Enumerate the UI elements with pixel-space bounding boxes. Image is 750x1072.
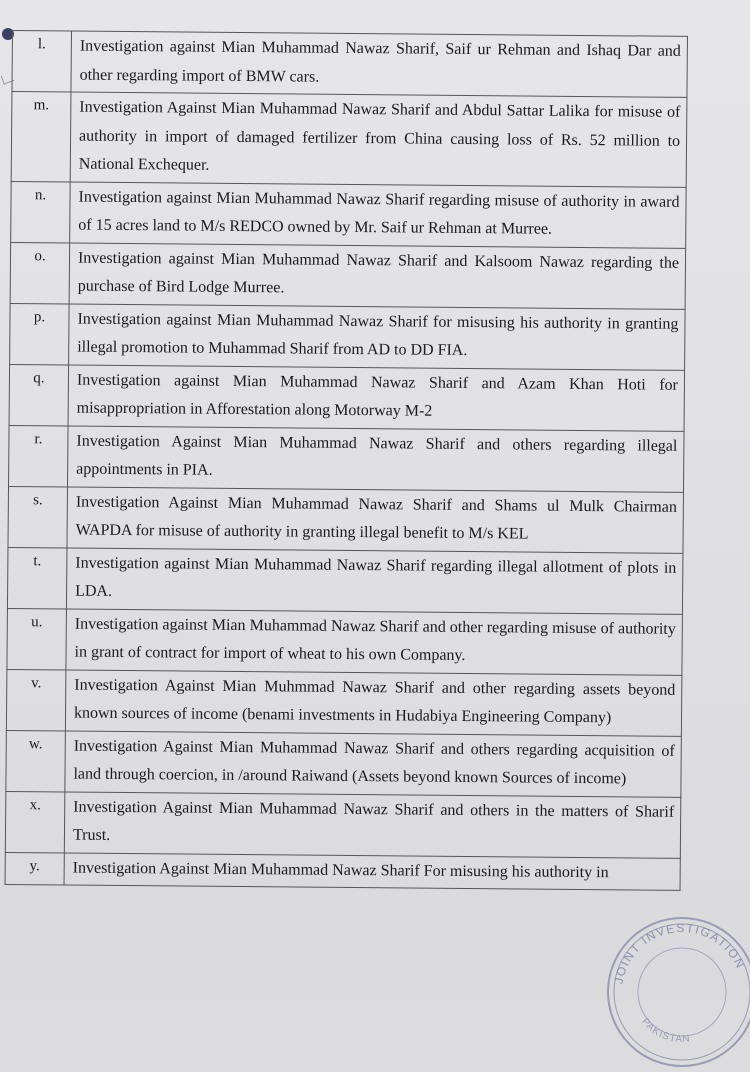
table-row <box>8 486 684 553</box>
item-description: Investigation against Mian Muhammad Nawaz Sharif regarding illegal allotment of plots in LDA. <box>66 547 683 613</box>
item-number: r. <box>9 425 69 487</box>
item-description: Investigation Against Mian Muhammad Nawaz Sharif and Abdul Sattar Lalika for misuse of authority in import of damaged fertilizer from China causing loss of Rs. 52 million to National Exchequer. <box>70 92 687 187</box>
item-description: Investigation Against Mian Muhammad Nawaz Sharif For misusing his authority in <box>64 852 680 890</box>
table-row <box>12 31 688 98</box>
table-row <box>7 547 683 614</box>
table-row <box>10 242 686 309</box>
table-row <box>6 730 682 797</box>
item-number: y. <box>5 852 64 885</box>
item-description: Investigation Against Mian Muhammad Nawaz Sharif and Shams ul Mulk Chairman WAPDA for misuse of authority in granting illegal benefit to M/s KEL <box>67 487 684 553</box>
jit-seal-stamp <box>602 912 750 1072</box>
item-description: Investigation Against Mian Muhammad Nawaz Sharif and others regarding illegal appointments in PIA. <box>68 426 685 492</box>
item-description: Investigation against Mian Muhammad Nawaz Sharif and Kalsoom Nawaz regarding the purchase of Bird Lodge Murree. <box>69 243 686 309</box>
item-description: Investigation against Mian Muhammad Nawaz Sharif and Azam Khan Hoti for misappropriation in Afforestation along Motorway M-2 <box>68 365 685 431</box>
table-row <box>10 303 686 370</box>
item-number: t. <box>7 547 67 609</box>
svg-text:JOINT INVESTIGATION <box>612 921 748 985</box>
table-row <box>9 364 685 431</box>
item-number: w. <box>6 730 66 792</box>
item-description: Investigation against Mian Muhammad Nawaz Sharif, Saif ur Rehman and Ishaq Dar and other regarding import of BMW cars. <box>71 31 688 97</box>
item-number: v. <box>6 669 66 731</box>
seal-text-top: JOINT INVESTIGATION <box>611 920 748 986</box>
item-description: Investigation against Mian Muhammad Nawaz Sharif and other regarding misuse of authority in grant of contract for import of wheat to his own Company. <box>66 608 683 674</box>
item-number: x. <box>5 791 65 853</box>
item-description: Investigation Against Mian Muhmmad Nawaz Sharif and other regarding assets beyond known sources of income (benami investments in Hudabiya Engineering Company) <box>65 669 682 735</box>
table-row <box>5 791 681 858</box>
item-number: q. <box>9 364 69 426</box>
item-number: n. <box>11 181 71 243</box>
investigations-table <box>5 30 688 891</box>
seal-text-bottom: PAKISTAN <box>639 1016 692 1046</box>
item-number: m. <box>11 92 71 182</box>
item-number: l. <box>12 31 72 93</box>
table-row <box>6 669 682 736</box>
table-row <box>11 92 687 187</box>
item-description: Investigation Against Mian Muhammad Nawaz Sharif and others regarding acquisition of land through coercion, in /around Raiwand (Assets beyond known Sources of income) <box>65 730 682 796</box>
item-number: s. <box>8 486 68 548</box>
svg-text:PAKISTAN <box>639 1016 691 1045</box>
item-number: p. <box>10 303 70 365</box>
table-row <box>11 181 687 248</box>
table-row <box>9 425 685 492</box>
item-number: o. <box>10 242 70 304</box>
table-row <box>5 852 680 890</box>
item-number: u. <box>7 608 67 670</box>
item-description: Investigation against Mian Muhammad Nawaz Sharif regarding misuse of authority in award of 15 acres land to M/s REDCO owned by Mr. Saif ur Rehman at Murree. <box>70 182 687 248</box>
item-description: Investigation Against Mian Muhammad Nawaz Sharif and others in the matters of Sharif Trust. <box>64 791 681 857</box>
item-description: Investigation against Mian Muhammad Nawaz Sharif for misusing his authority in granting illegal promotion to Muhammad Sharif from AD to DD FIA. <box>69 304 686 370</box>
table-row <box>7 608 683 675</box>
